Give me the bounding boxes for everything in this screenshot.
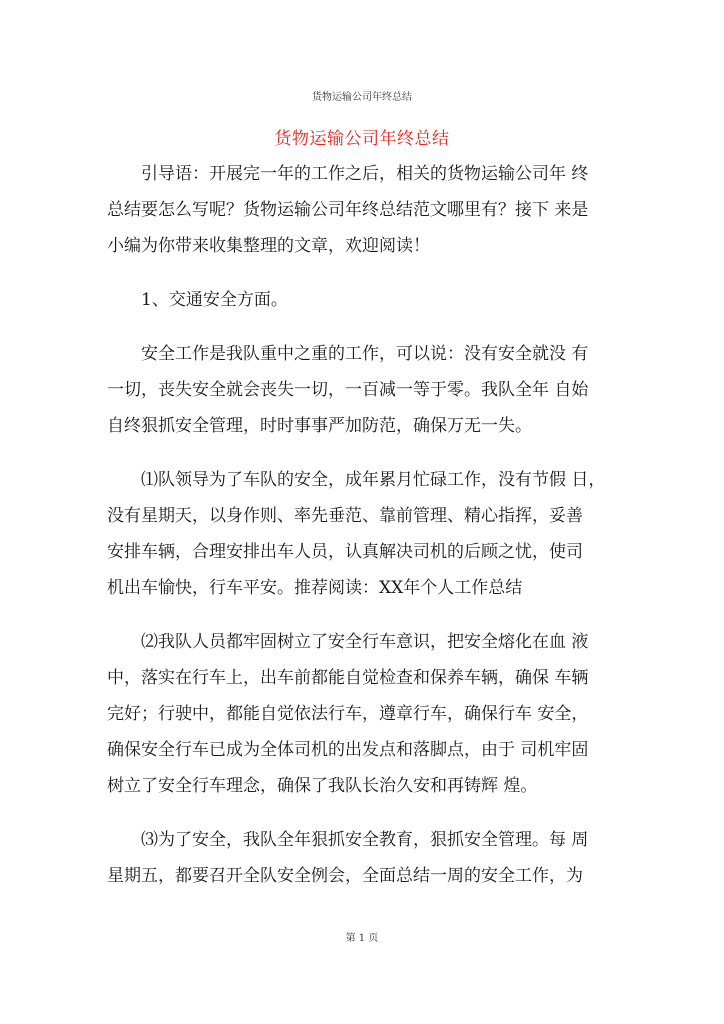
running-header: 货物运输公司年终总结 <box>312 92 412 103</box>
text-line: ⑵我队人员都牢固树立了安全行车意识，把安全熔化在血 液 <box>107 632 589 652</box>
section-heading <box>107 290 635 310</box>
text-line: 机出车愉快，行车平安。推荐阅读：XX年个人工作总结 <box>107 578 523 598</box>
document-body <box>107 164 635 920</box>
text-line: 中，落实在行车上，出车前都能自觉检查和保养车辆，确保 车辆 <box>107 668 589 688</box>
text-line: 星期五，都要召开全队安全例会，全面总结一周的安全工作，为 <box>107 866 583 886</box>
text-line: 没有星期天，以身作则、率先垂范、靠前管理、精心指挥，妥善 <box>107 506 583 526</box>
paragraph-item-1 <box>107 470 635 598</box>
document-title: 货物运输公司年终总结 <box>274 129 450 149</box>
paragraph-item-3 <box>107 830 635 886</box>
text-line: 完好；行驶中，都能自觉依法行车，遵章行车，确保行车 安全， <box>107 704 589 724</box>
paragraph-item-2 <box>107 632 635 796</box>
text-line: 1、交通安全方面。 <box>107 290 288 310</box>
text-line: 小编为你带来收集整理的文章，欢迎阅读！ <box>107 236 430 256</box>
text-line: 引导语：开展完一年的工作之后，相关的货物运输公司年 终 <box>107 164 589 184</box>
text-line: 自终狠抓安全管理，时时事事严加防范，确保万无一失。 <box>107 416 532 436</box>
page-number: 第 1 页 <box>345 933 379 944</box>
text-line: ⑴队领导为了车队的安全，成年累月忙碌工作，没有节假 日， <box>107 470 606 490</box>
text-line: ⑶为了安全，我队全年狠抓安全教育，狠抓安全管理。每 周 <box>107 830 589 850</box>
text-line: 一切，丧失安全就会丧失一切，一百减一等于零。我队全年 自始 <box>107 380 589 400</box>
text-line: 总结要怎么写呢？货物运输公司年终总结范文哪里有？接下 来是 <box>107 200 589 220</box>
text-line: 树立了安全行车理念，确保了我队长治久安和再铸辉 煌。 <box>107 776 538 796</box>
text-line: 确保安全行车已成为全体司机的出发点和落脚点，由于 司机牢固 <box>107 740 589 760</box>
text-line: 安排车辆，合理安排出车人员，认真解决司机的后顾之忧，使司 <box>107 542 583 562</box>
text-line: 安全工作是我队重中之重的工作，可以说：没有安全就没 有 <box>107 344 589 364</box>
paragraph-safety <box>107 344 635 436</box>
paragraph-intro <box>107 164 635 256</box>
